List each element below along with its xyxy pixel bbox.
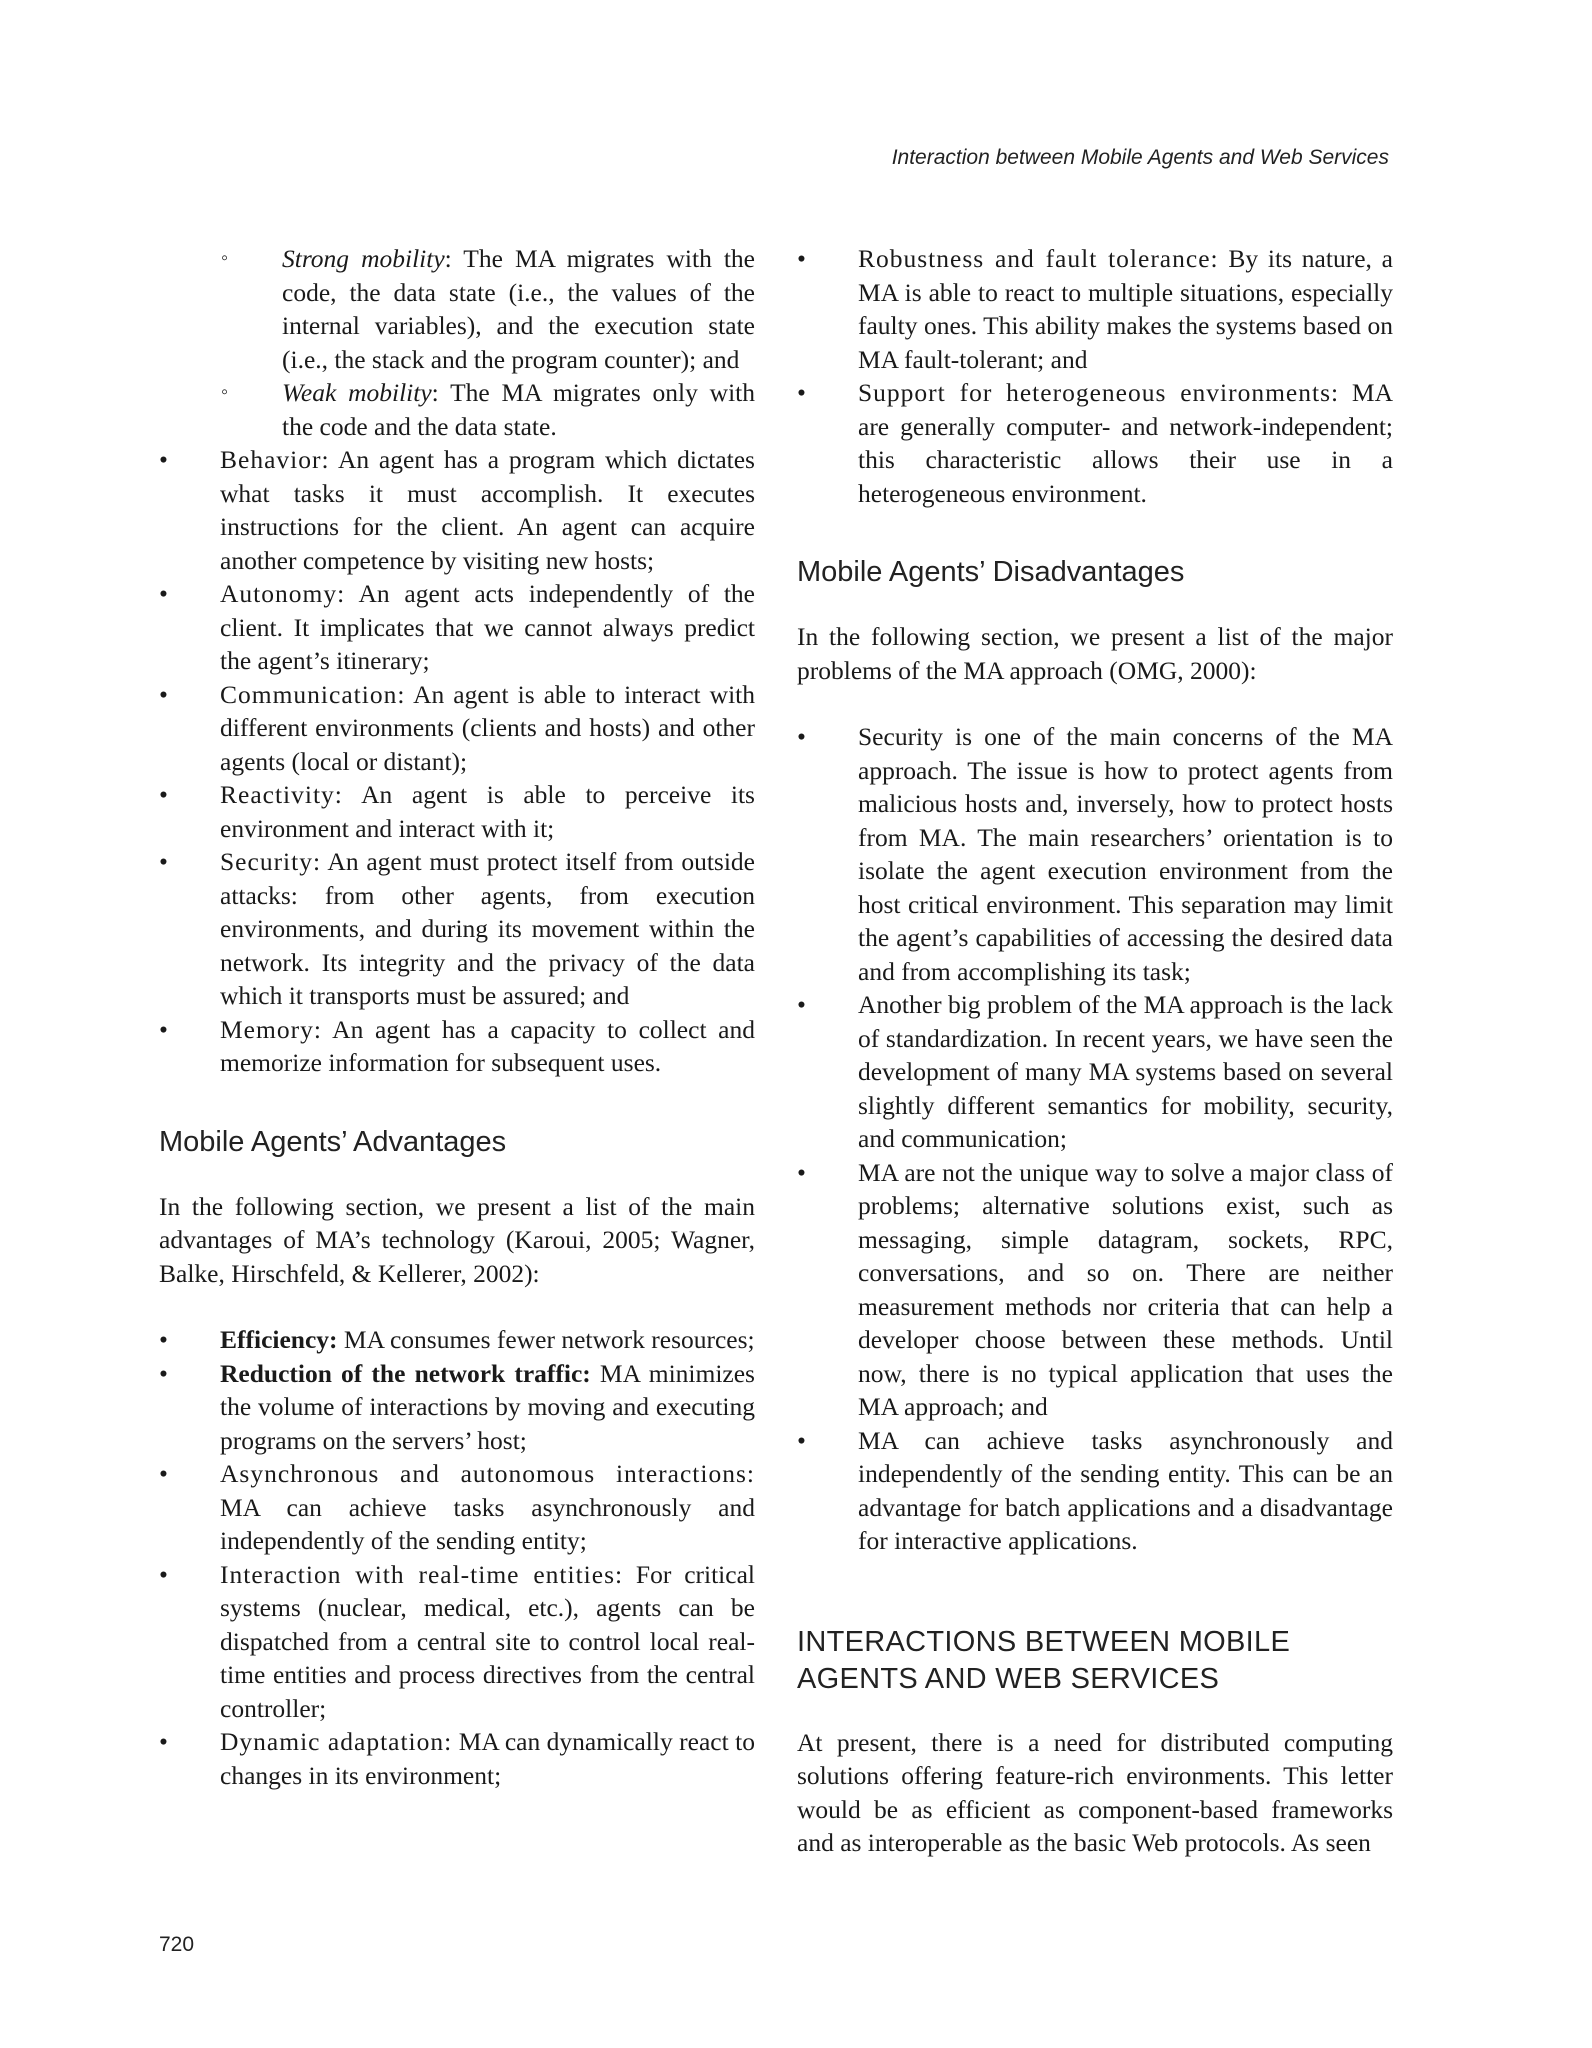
section-heading: INTERACTIONS BETWEEN MOBILE AGENTS AND WEB SERVICES xyxy=(797,1625,1291,1695)
list-item: • MA can achieve tasks asynchronously and independently of the sending entity. This can be an advantage for batch applications and a disadvantage for interactive applications. xyxy=(797,1424,1393,1558)
list-item: • Efficiency: MA consumes fewer network resources; xyxy=(159,1323,755,1357)
running-header: Interaction between Mobile Agents and Web Services xyxy=(891,146,1389,169)
advantages-heading: Mobile Agents’ Advantages xyxy=(159,1125,507,1158)
list-item: • Behavior: An agent has a program which dictates what tasks it must accomplish. It executes instructions for the client. An agent can acquire another competence by visiting new hosts; xyxy=(159,443,755,577)
page-number: 720 xyxy=(159,1933,195,1956)
list-item: • Autonomy: An agent acts independently of the client. It implicates that we cannot always predict the agent’s itinerary; xyxy=(159,577,755,678)
list-item: • Reactivity: An agent is able to perceive its environment and interact with it; xyxy=(159,778,755,845)
disadvantages-intro: In the following section, we present a list of the major problems of the MA approach (OMG, 2000): xyxy=(797,622,1393,685)
list-item: • Interaction with real-time entities: For critical systems (nuclear, medical, etc.), agents can be dispatched from a central site to control local real-time entities and process directives from the central controller; xyxy=(159,1558,755,1726)
list-item: • Security: An agent must protect itself from outside attacks: from other agents, from execution environments, and during its movement within the network. Its integrity and the privacy of the data which it transports must be assured; and xyxy=(159,845,755,1013)
list-item: • MA are not the unique way to solve a major class of problems; alternative solutions exist, such as messaging, simple datagram, sockets, RPC, conversations, and so on. There are neither measurement methods nor criteria that can help a developer choose between these methods. Until now, there is no typical application that uses the MA approach; and xyxy=(797,1156,1393,1424)
mobility-list xyxy=(159,242,755,443)
list-item: • Security is one of the main concerns of the MA approach. The issue is how to protect agents from malicious hosts and, inversely, how to protect hosts from MA. The main researchers’ orientation is to isolate the agent execution environment from the host critical environment. This separation may limit the agent’s capabilities of accessing the desired data and from accomplishing its task; xyxy=(797,720,1393,988)
advantages-intro: In the following section, we present a list of the main advantages of MA’s technology (Karoui, 2005; Wagner, Balke, Hirschfeld, & Kellerer, 2002): xyxy=(159,1191,755,1288)
advantages-list xyxy=(159,1323,755,1792)
list-item: • Communication: An agent is able to interact with different environments (clients and hosts) and other agents (local or distant); xyxy=(159,678,755,779)
list-item: • Robustness and fault tolerance: By its nature, a MA is able to react to multiple situations, especially faulty ones. This ability makes the systems based on MA fault-tolerant; and xyxy=(797,242,1393,376)
list-item: • Memory: An agent has a capacity to collect and memorize information for subsequent uses. xyxy=(159,1013,755,1080)
left-column xyxy=(159,242,755,1792)
section-paragraph: At present, there is a need for distributed computing solutions offering feature-rich environments. This letter would be as efficient as component-based frameworks and as interoperable as the basic Web protocols. As seen xyxy=(797,1727,1393,1857)
list-item: ◦ Strong mobility: The MA migrates with the code, the data state (i.e., the values of the internal variables), and the execution state (i.e., the stack and the program counter); and xyxy=(159,242,755,376)
advantages-list-continued xyxy=(797,242,1393,510)
agent-properties-list xyxy=(159,443,755,1080)
list-item: • Reduction of the network traffic: MA minimizes the volume of interactions by moving and executing programs on the servers’ host; xyxy=(159,1357,755,1458)
list-item: • Support for heterogeneous environments: MA are generally computer- and network-independent; this characteristic allows their use in a heterogeneous environment. xyxy=(797,376,1393,510)
list-item: • Another big problem of the MA approach is the lack of standardization. In recent years, we have seen the development of many MA systems based on several slightly different semantics for mobility, security, and communication; xyxy=(797,988,1393,1156)
list-item: ◦ Weak mobility: The MA migrates only with the code and the data state. xyxy=(159,376,755,443)
list-item: • Dynamic adaptation: MA can dynamically react to changes in its environment; xyxy=(159,1725,755,1792)
disadvantages-heading: Mobile Agents’ Disadvantages xyxy=(797,556,1185,588)
right-column xyxy=(797,242,1393,1860)
list-item: • Asynchronous and autonomous interactions: MA can achieve tasks asynchronously and independently of the sending entity; xyxy=(159,1457,755,1558)
disadvantages-list xyxy=(797,720,1393,1558)
